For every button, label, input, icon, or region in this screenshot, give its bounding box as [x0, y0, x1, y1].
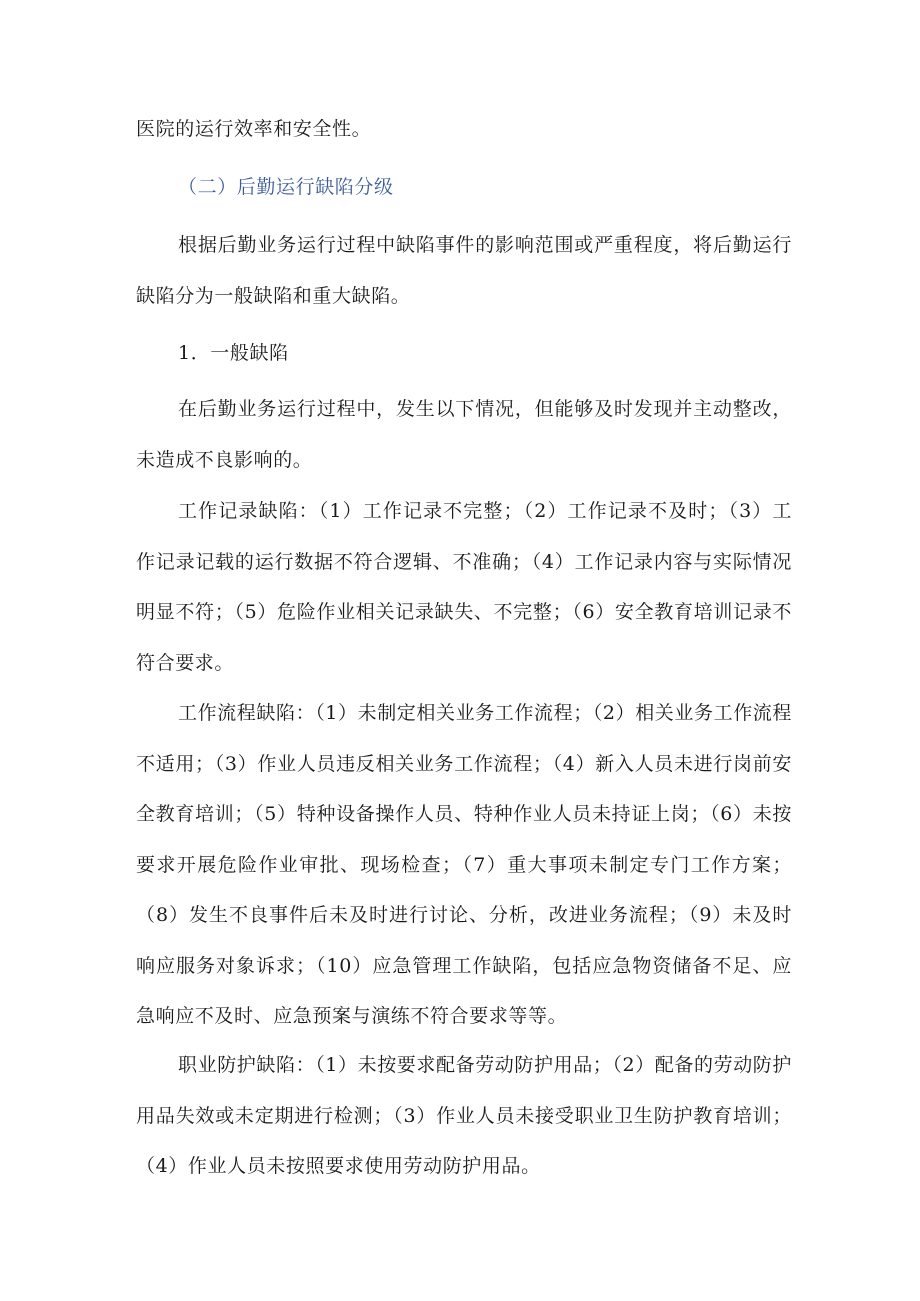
general-defect-paragraph: 在后勤业务运行过程中，发生以下情况，但能够及时发现并主动整改，未造成不良影响的。 — [136, 398, 792, 471]
continuation-paragraph: 医院的运行效率和安全性。 — [136, 118, 372, 140]
section-heading: （二）后勤运行缺陷分级 — [178, 176, 394, 198]
work-record-defect-paragraph: 工作记录缺陷：（1）工作记录不完整；（2）工作记录不及时；（3）工作记录记载的运行数据不符合逻辑、不准确；（4）工作记录内容与实际情况明显不符；（5）危险作业相关记录缺失、不完整；（6）安全教育培训记录不符合要求。 — [136, 500, 792, 674]
work-process-defect-paragraph: 工作流程缺陷：（1）未制定相关业务工作流程；（2）相关业务工作流程不适用；（3）作业人员违反相关业务工作流程；（4）新入人员未进行岗前安全教育培训；（5）特种设备操作人员、特种作业人员未持证上岗；（6）未按要求开展危险作业审批、现场检查；（7）重大事项未制定专门工作方案；（8）发生不良事件后未及时进行讨论、分析，改进业务流程；（9）未及时响应服务对象诉求；（10）应急管理工作缺陷，包括应急物资储备不足、应急响应不及时、应急预案与演练不符合要求等等。 — [136, 702, 792, 1027]
subsection-heading: 1．一般缺陷 — [178, 342, 289, 364]
occupational-protection-defect-paragraph: 职业防护缺陷：（1）未按要求配备劳动防护用品；（2）配备的劳动防护用品失效或未定期进行检测；（3）作业人员未接受职业卫生防护教育培训；（4）作业人员未按照要求使用劳动防护用品。 — [136, 1054, 792, 1177]
grading-paragraph: 根据后勤业务运行过程中缺陷事件的影响范围或严重程度，将后勤运行缺陷分为一般缺陷和重大缺陷。 — [136, 234, 792, 307]
